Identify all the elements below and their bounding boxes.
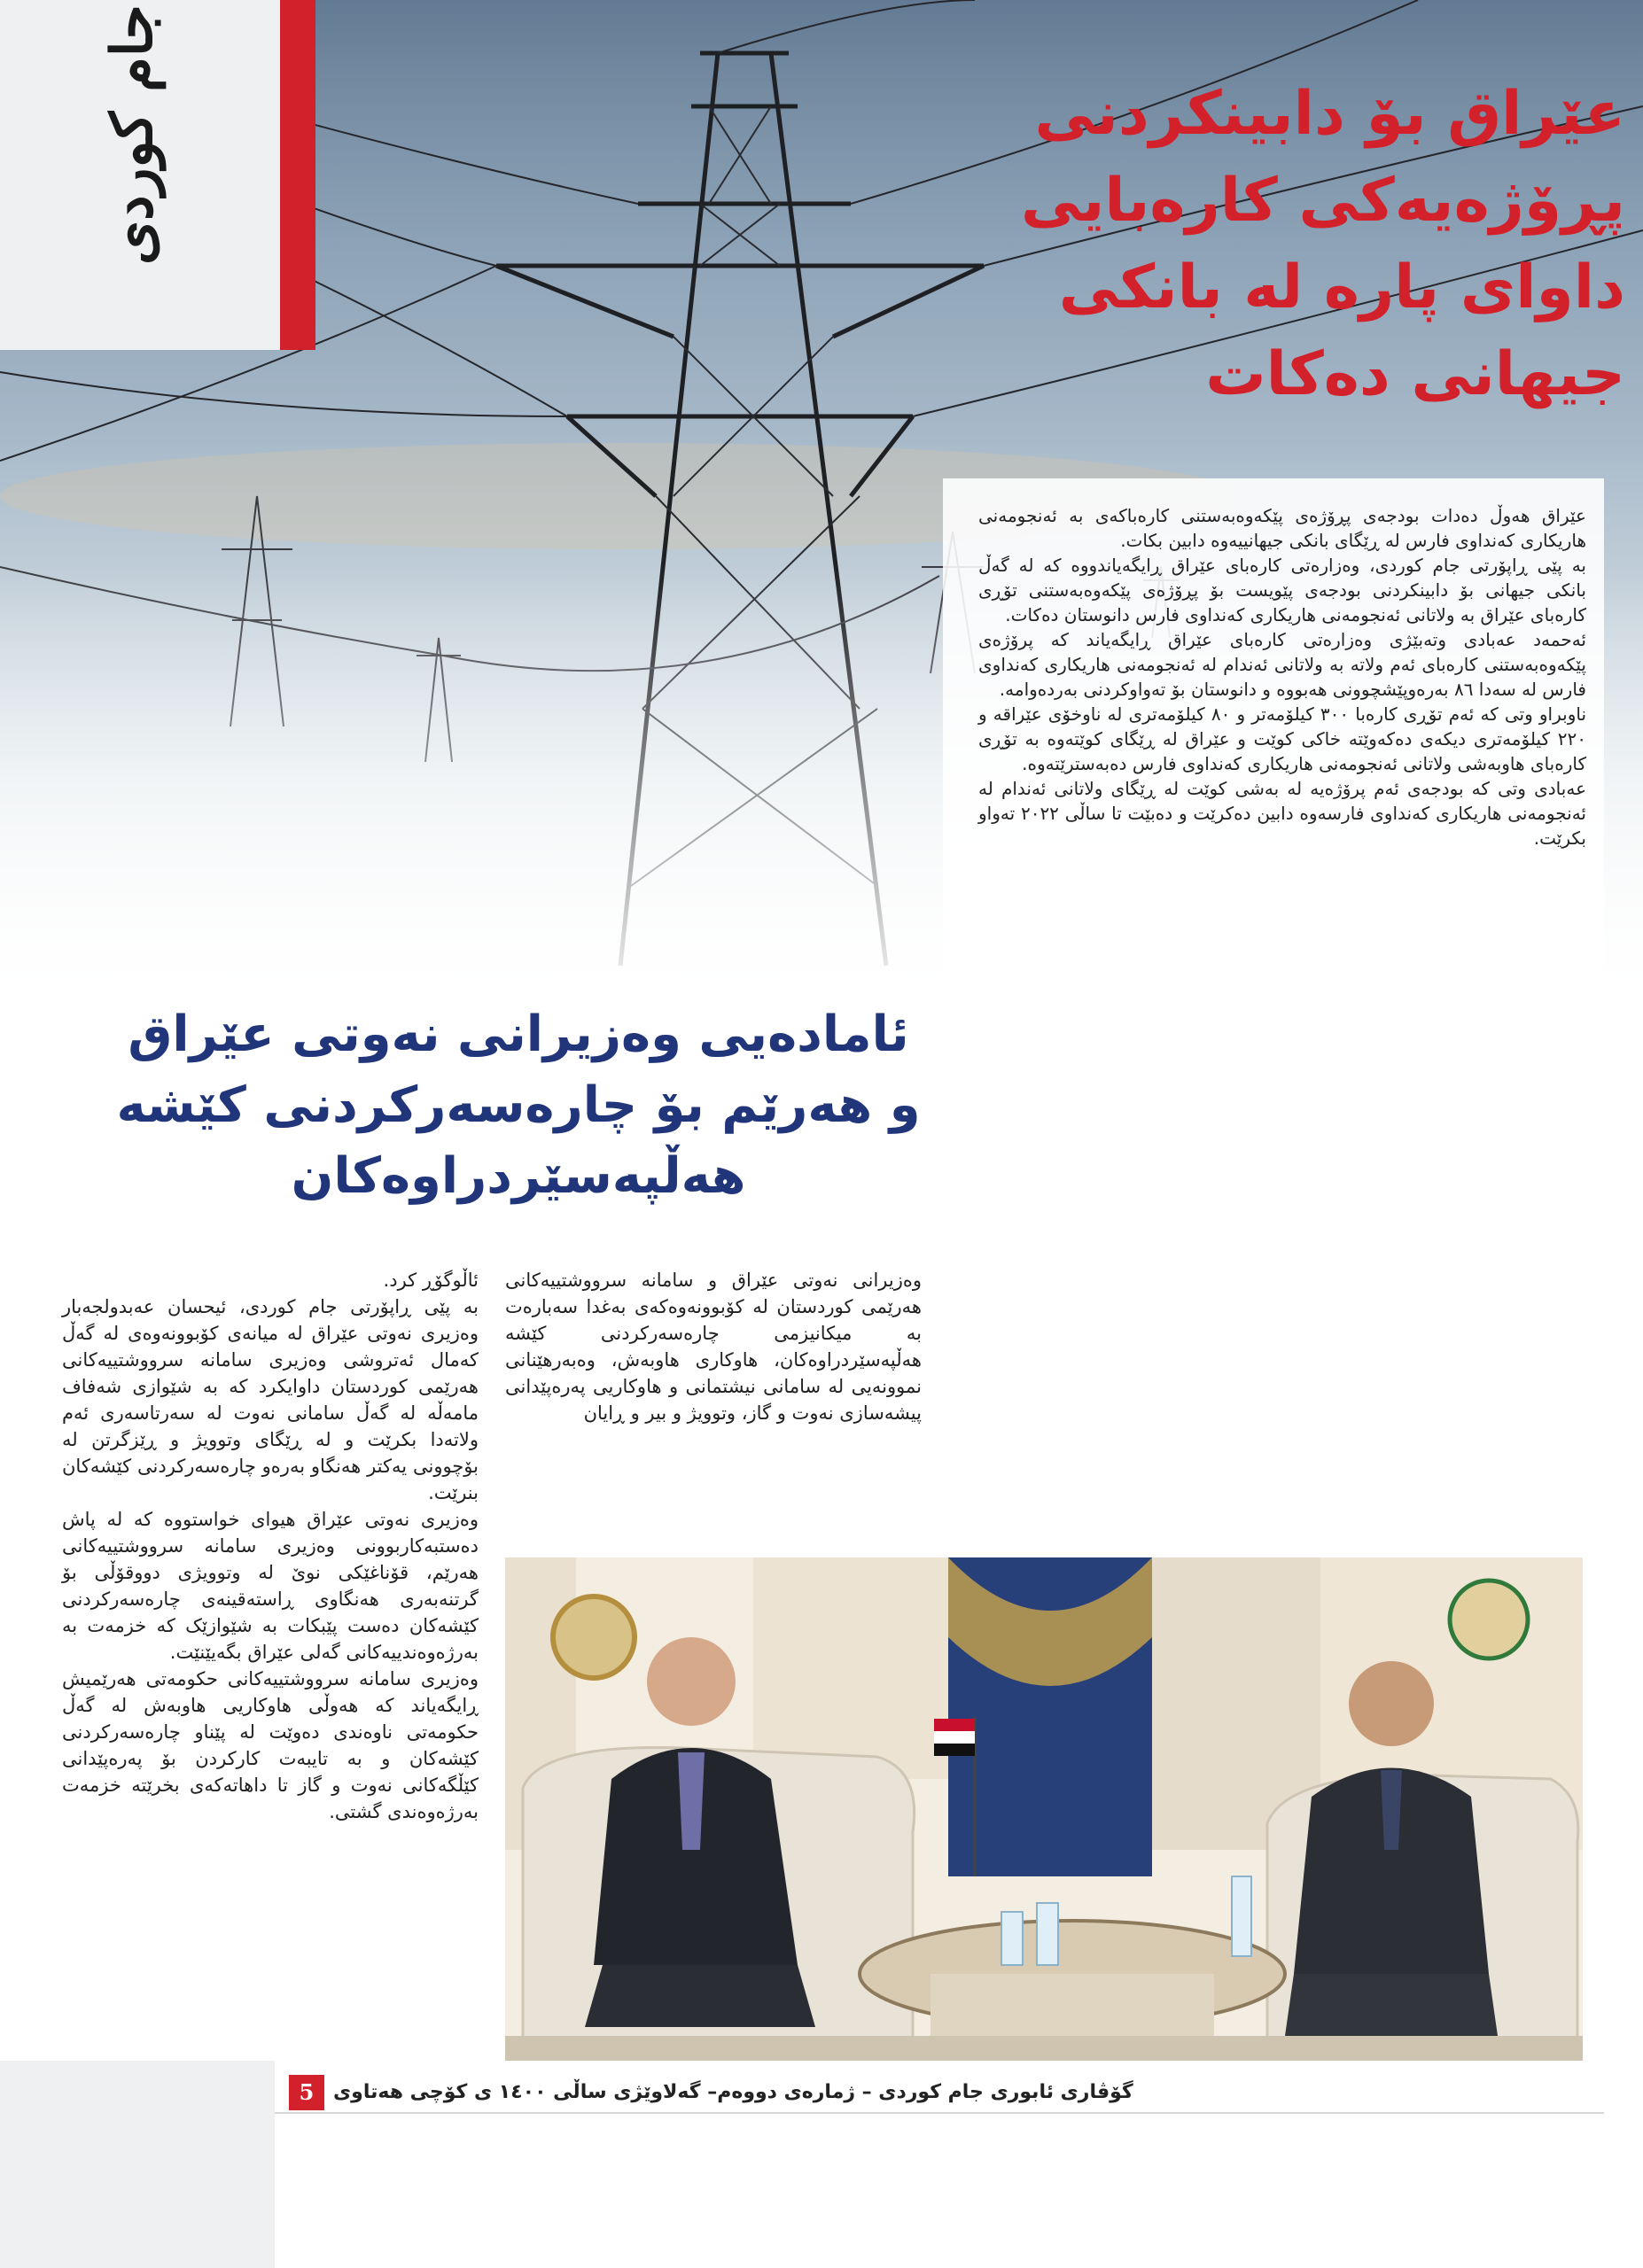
paragraph: عێراق هەوڵ دەدات بودجەی پڕۆژەی پێکەوەبەستنی کارەباکەی بە ئەنجومەنی هاریکاری کەنداوی فارس لە ڕێگای بانکی جیهانییەوە دابین بکات. [978, 505, 1586, 551]
paragraph: وەزیرانی نەوتی عێراق و سامانە سرووشتییەکانی هەرێمی کوردستان لە کۆبوونەوەکەی بەغدا سەبارەت بە میکانیزمی چارەسەرکردنی کێشە هەڵپەسێردراوەکان، هاوکاری هاوبەش، وەبەرهێنانی نموونەیی لە سامانی نیشتمانی و هاوکاریی پەرەپێدانی پیشەسازی نەوت و گاز، وتوویژ و بیر و ڕایان [505, 1270, 922, 1424]
paragraph: بە پێی ڕاپۆرتی جام کوردی، وەزارەتی کارەبای عێراق ڕایگەیاندووە کە لە گەڵ بانکی جیهانی بۆ دابینکردنی بودجەی پێویست بۆ پڕۆژەی پێکەوەبەستنی تۆڕی کارەبای عێراق بە ولاتانی ئەنجومەنی هاریکاری کەنداوی فارس دانوستان دەکات. [978, 555, 1586, 625]
headline-line: داوای پارە لە بانکی [1058, 252, 1625, 322]
paragraph: بە پێی ڕاپۆرتی جام کوردی، ئیحسان عەبدولجەبار وەزیری نەوتی عێراق لە میانەی کۆبوونەوەی لە گەڵ کەمال ئەتروشی وەزیری سامانە سرووشتییەکانی هەرێمی کوردستان داوایکرد کە بە شێوازی شەفاف مامەڵە لە گەڵ سامانی نەوت لە سەرتاسەری ئەم ولاتەدا بکرێت و لە ڕێگای وتوویژ و ڕێزگرتن لە بۆچوونی یەکتر هەنگاو بەرەو چارەسەرکردنی کێشەکان بنرێت. [62, 1296, 479, 1503]
headline-line: ئامادەیی وەزیرانی نەوتی عێراق [128, 1006, 909, 1063]
paragraph: عەبادی وتی کە بودجەی ئەم پرۆژەیە لە بەشی کوێت لە ڕێگای ولاتانی ئەندام لە ئەنجومەنی هاریکاری کەنداوی فارسەوە دابین دەکرێت و دەبێت تا ساڵی ٢٠٢٢ تەواو بکرێت. [978, 778, 1586, 849]
headline-line: پڕۆژەیەکی کارەبایی [1021, 166, 1625, 236]
ministers-meeting-photo [505, 1557, 1583, 2061]
paragraph: ئاڵوگۆڕ کرد. [383, 1270, 479, 1291]
footer-divider [275, 2112, 1604, 2114]
headline-line: و هەرێم بۆ چارەسەرکردنی کێشە [116, 1076, 921, 1134]
brand-logo: جام کوردی [99, 4, 166, 265]
paragraph: وەزیری نەوتی عێراق هیوای خواستووە کە لە پاش دەستبەکاربوونی وەزیری سامانە سرووشتییەکانی هەرێم، قۆناغێکی نوێ لە وتوویژی دووقۆڵی بۆ گرتنەبەری هەنگاوی ڕاستەقینەی چارەسەرکردنی کێشەکان دەست پێبکات بە شێوازێک کە خزمەت بە بەرژەوەندییەکانی گەلی عێراق بگەیێنێت. [62, 1509, 479, 1663]
body-column-right [505, 1267, 922, 1426]
top-article-headline [952, 71, 1625, 418]
top-article-body [978, 503, 1586, 850]
second-article-headline [97, 999, 939, 1212]
headline-line: جیهانی دەکات [1205, 339, 1625, 409]
paragraph: ئەحمەد عەبادی وتەبێژی وەزارەتی کارەبای عێراق ڕایگەیاند کە پرۆژەی پێکەوەبەستنی کارەبای ئەم ولاتە بە ولاتانی ئەندام لە ئەنجومەنی هاریکاری کەنداوی فارس لە سەدا ٨٦ بەرەوپێشچوونی هەبووە و دانوستان بۆ تەواوکردنی بەردەوامە. [978, 629, 1586, 700]
footer-gray-panel [0, 2061, 275, 2268]
footer-publication-info: گۆڤاری ئابوری جام کوردی – ژمارەی دووەم– گەلاوێژی ساڵی ١٤٠٠ ی کۆچی هەتاوی [333, 2081, 1133, 2103]
meeting-illustration [505, 1557, 1583, 2061]
headline-line: هەڵپەسێردراوەکان [291, 1147, 746, 1205]
page-number: 5 [289, 2075, 324, 2110]
paragraph: وەزیری سامانە سرووشتییەکانی حکومەتی هەرێمیش ڕایگەیاند کە هەوڵی هاوکاریی هاوبەش لە گەڵ حکومەتی ناوەندی دەوێت لە پێناو چارەسەرکردنی کێشەکان و بە تایبەت کارکردن بۆ پەرەپێدانی کێڵگەکانی نەوت و گاز تا داهاتەکەی بخرێتە خزمەت بەرژەوەندی گشتی. [62, 1668, 479, 1822]
paragraph: ناوبراو وتی کە ئەم تۆڕی کارەبا ٣٠٠ کیلۆمەتر و ٨٠ کیلۆمەتری لە ناوخۆی عێراقە و ٢٢٠ کیلۆمەتری دیکەی دەکەوێتە خاکی کوێت و عێراق لە ڕێگای کوێتەوە بە تۆڕی کارەبای هاوبەشی ولاتانی ئەنجومەنی هاریکاری کەنداوی فارس دەبەسترێتەوە. [978, 703, 1587, 774]
headline-line: عێراق بۆ دابینکردنی [1034, 79, 1625, 149]
body-column-left [62, 1267, 479, 1825]
